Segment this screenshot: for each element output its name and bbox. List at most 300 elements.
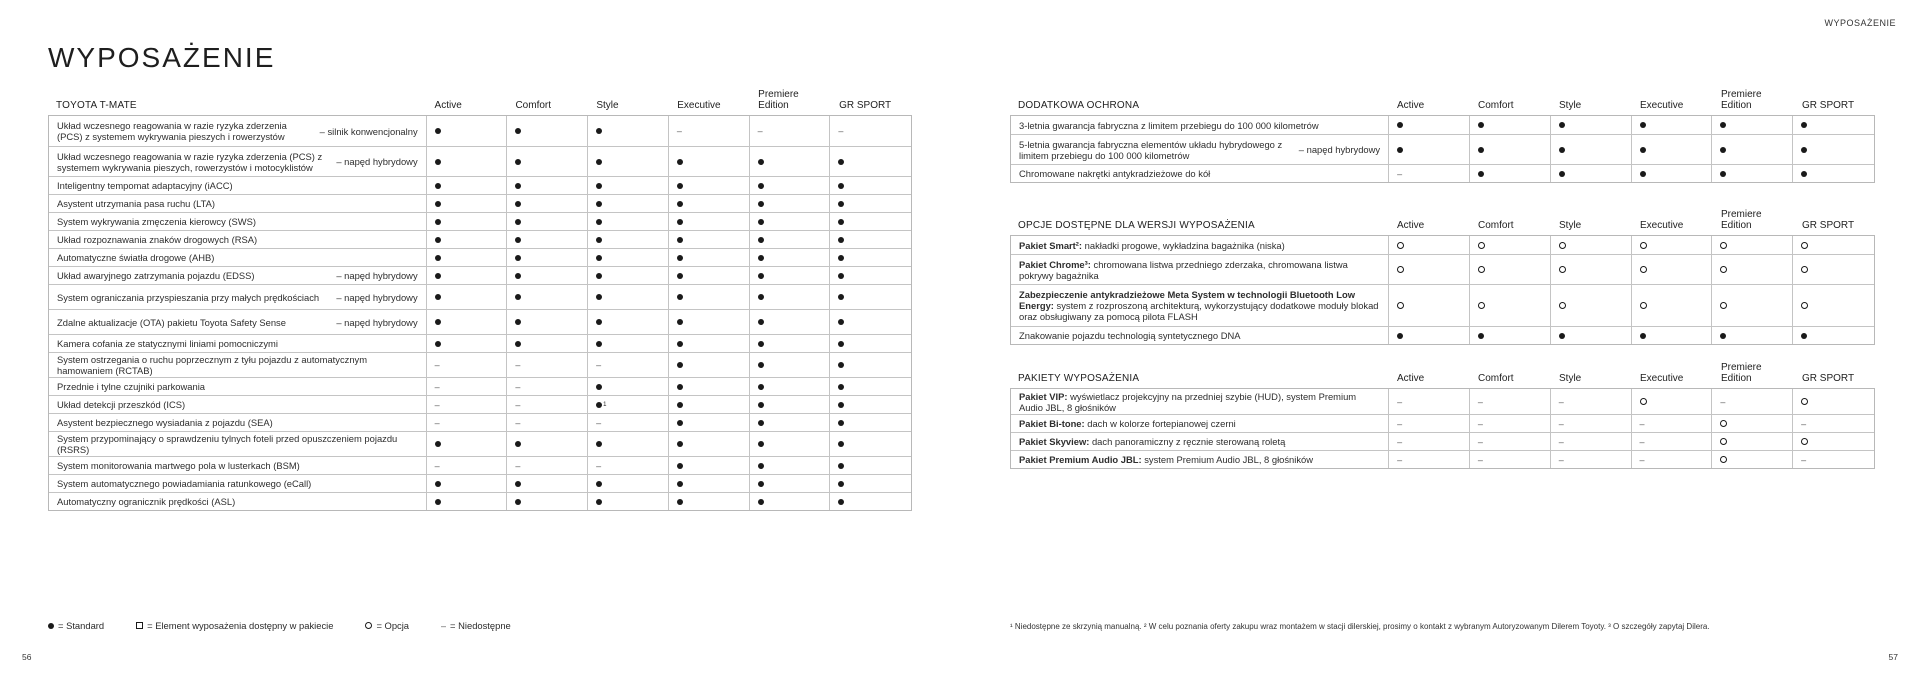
row-label-cell bbox=[49, 378, 427, 395]
column-header: Comfort bbox=[1478, 220, 1514, 231]
equipment-table-safety bbox=[48, 88, 912, 511]
option-circle-icon bbox=[1559, 302, 1566, 309]
unavailable-dash-icon: – bbox=[515, 417, 521, 428]
row-label bbox=[1019, 259, 1380, 281]
value-cell bbox=[1793, 327, 1874, 344]
value-cell bbox=[427, 231, 508, 248]
unavailable-dash-icon: – bbox=[434, 399, 440, 410]
standard-dot-icon bbox=[677, 402, 683, 408]
standard-dot-icon bbox=[758, 255, 764, 261]
value-cell bbox=[1793, 116, 1874, 134]
standard-dot-icon bbox=[435, 294, 441, 300]
table-row bbox=[1011, 432, 1874, 450]
table-row bbox=[49, 284, 911, 309]
row-label-cell bbox=[49, 432, 427, 456]
value-cell bbox=[588, 457, 669, 474]
row-label bbox=[1019, 330, 1380, 341]
standard-dot-icon bbox=[838, 319, 844, 325]
value-cell bbox=[1632, 165, 1713, 182]
value-cell bbox=[1793, 285, 1874, 326]
value-cell bbox=[669, 310, 750, 334]
unavailable-dash-icon: – bbox=[515, 360, 521, 370]
row-label bbox=[57, 180, 418, 191]
standard-dot-icon bbox=[596, 237, 602, 243]
standard-dot-icon bbox=[435, 273, 441, 279]
row-label-cell bbox=[1011, 236, 1389, 254]
row-label-text: system Premium Audio JBL, 8 głośników bbox=[1141, 454, 1314, 465]
unavailable-dash-icon: – bbox=[1477, 418, 1483, 429]
standard-dot-icon bbox=[596, 183, 602, 189]
value-cell bbox=[830, 285, 911, 309]
row-label-text: dach w kolorze fortepianowej czerni bbox=[1084, 418, 1236, 429]
value-cell bbox=[1551, 327, 1632, 344]
row-label-text: Kamera cofania ze statycznymi liniami pomocniczymi bbox=[57, 338, 278, 349]
value-cell bbox=[669, 177, 750, 194]
table-row bbox=[49, 413, 911, 431]
row-label bbox=[57, 381, 418, 392]
row-label-bold: Pakiet Chrome³: bbox=[1019, 258, 1091, 270]
value-cell bbox=[1389, 255, 1470, 284]
legend bbox=[48, 620, 511, 631]
table-row bbox=[49, 474, 911, 492]
standard-dot-icon bbox=[515, 341, 521, 347]
value-cell bbox=[427, 378, 508, 395]
equipment-table-2 bbox=[1010, 361, 1875, 469]
value-cell bbox=[1470, 451, 1551, 468]
option-circle-icon bbox=[1720, 456, 1727, 463]
value-cell bbox=[588, 147, 669, 176]
unavailable-dash-icon: – bbox=[1558, 396, 1564, 407]
standard-dot-icon bbox=[677, 183, 683, 189]
value-cell bbox=[507, 213, 588, 230]
unavailable-dash-icon: – bbox=[515, 460, 521, 471]
value-cell bbox=[588, 231, 669, 248]
unavailable-dash-icon: – bbox=[1558, 436, 1564, 447]
option-circle-icon bbox=[1720, 266, 1727, 273]
value-cell bbox=[669, 213, 750, 230]
row-label-text: Chromowane nakrętki antykradzieżowe do kół bbox=[1019, 168, 1211, 179]
standard-dot-icon bbox=[1559, 147, 1565, 153]
value-cell bbox=[588, 353, 669, 377]
value-cell bbox=[750, 249, 831, 266]
unavailable-dash-icon: – bbox=[1477, 396, 1483, 407]
table-row bbox=[1011, 284, 1874, 326]
value-cell bbox=[1793, 389, 1874, 414]
table-row bbox=[49, 248, 911, 266]
table-row bbox=[1011, 389, 1874, 414]
unavailable-dash-icon: – bbox=[515, 399, 521, 410]
table-row bbox=[49, 266, 911, 284]
value-cell bbox=[427, 147, 508, 176]
value-cell bbox=[1712, 165, 1793, 182]
value-cell bbox=[507, 493, 588, 510]
unavailable-dash-icon: – bbox=[1639, 418, 1645, 429]
standard-dot-icon bbox=[838, 402, 844, 408]
value-cell bbox=[507, 249, 588, 266]
standard-dot-icon bbox=[515, 481, 521, 487]
option-circle-icon bbox=[1397, 302, 1404, 309]
row-label-bold: Pakiet Premium Audio JBL: bbox=[1019, 454, 1142, 465]
value-cell bbox=[588, 213, 669, 230]
standard-dot-icon bbox=[435, 341, 441, 347]
table-row bbox=[49, 116, 911, 146]
standard-dot-icon bbox=[1397, 333, 1403, 339]
value-cell bbox=[507, 414, 588, 431]
row-label-bold: Pakiet Skyview: bbox=[1019, 436, 1090, 447]
standard-dot-icon bbox=[838, 420, 844, 426]
table-row bbox=[49, 230, 911, 248]
table-row bbox=[1011, 326, 1874, 344]
standard-dot-icon bbox=[435, 255, 441, 261]
row-label-text: System monitorowania martwego pola w lusterkach (BSM) bbox=[57, 460, 300, 471]
column-header: Style bbox=[1559, 373, 1582, 384]
row-label bbox=[57, 433, 418, 455]
standard-dot-icon bbox=[838, 441, 844, 447]
row-label-cell bbox=[1011, 135, 1389, 164]
standard-dot-icon bbox=[1478, 171, 1484, 177]
standard-dot-icon bbox=[758, 237, 764, 243]
value-cell bbox=[750, 353, 831, 377]
row-label bbox=[57, 399, 418, 410]
value-cell bbox=[669, 116, 750, 146]
standard-dot-icon bbox=[1801, 122, 1807, 128]
table-row bbox=[49, 146, 911, 176]
value-cell bbox=[1389, 165, 1470, 182]
standard-dot-icon bbox=[677, 273, 683, 279]
value-cell bbox=[427, 432, 508, 456]
standard-dot-icon bbox=[838, 481, 844, 487]
value-cell bbox=[1712, 433, 1793, 450]
standard-dot-icon bbox=[515, 441, 521, 447]
row-label-cell bbox=[49, 414, 427, 431]
value-cell bbox=[1470, 236, 1551, 254]
row-label-text: 5-letnia gwarancja fabryczna elementów układu hybrydowego z limitem przebiegu do 100 000 kilometrów bbox=[1019, 138, 1283, 161]
column-header: Active bbox=[1397, 100, 1425, 111]
value-cell bbox=[1470, 389, 1551, 414]
standard-dot-icon bbox=[1640, 122, 1646, 128]
standard-dot-icon bbox=[677, 237, 683, 243]
column-header: Active bbox=[1397, 373, 1425, 384]
row-label-text: Asystent bezpiecznego wysiadania z pojazdu (SEA) bbox=[57, 417, 273, 428]
value-cell bbox=[1632, 451, 1713, 468]
legend-option bbox=[365, 620, 409, 631]
row-label-text: 3-letnia gwarancja fabryczna z limitem przebiegu do 100 000 kilometrów bbox=[1019, 119, 1319, 131]
table-row bbox=[1011, 236, 1874, 254]
standard-dot-icon bbox=[1559, 122, 1565, 128]
standard-dot-icon bbox=[1478, 122, 1484, 128]
option-circle-icon bbox=[1478, 266, 1485, 273]
standard-dot-icon bbox=[596, 255, 602, 261]
value-cell bbox=[1470, 415, 1551, 432]
value-cell bbox=[1389, 451, 1470, 468]
standard-dot-icon bbox=[1478, 333, 1484, 339]
equipment-table-0 bbox=[1010, 88, 1875, 183]
standard-dot-icon bbox=[435, 219, 441, 225]
column-header: Premiere Edition bbox=[1721, 362, 1762, 384]
value-cell bbox=[669, 285, 750, 309]
value-cell bbox=[1389, 415, 1470, 432]
value-cell bbox=[750, 432, 831, 456]
row-label bbox=[1019, 418, 1380, 429]
value-cell bbox=[830, 378, 911, 395]
section-label: WYPOSAŻENIE bbox=[1824, 18, 1896, 28]
column-header: GR SPORT bbox=[839, 100, 892, 111]
value-cell bbox=[427, 116, 508, 146]
standard-dot-icon bbox=[838, 463, 844, 469]
value-cell bbox=[588, 116, 669, 146]
table-row bbox=[1011, 116, 1874, 134]
option-circle-icon bbox=[1640, 302, 1647, 309]
standard-dot-icon bbox=[758, 402, 764, 408]
equipment-table-1 bbox=[1010, 208, 1875, 345]
standard-dot-icon bbox=[435, 201, 441, 207]
row-label bbox=[57, 252, 418, 263]
row-label bbox=[57, 460, 418, 471]
value-cell bbox=[1389, 285, 1470, 326]
standard-dot-icon bbox=[838, 159, 844, 165]
value-cell bbox=[507, 231, 588, 248]
row-label-cell bbox=[1011, 389, 1389, 414]
option-circle-icon bbox=[1720, 302, 1727, 309]
standard-dot-icon bbox=[838, 219, 844, 225]
value-cell bbox=[750, 310, 831, 334]
value-cell bbox=[1551, 165, 1632, 182]
option-circle-icon bbox=[1801, 398, 1808, 405]
value-cell bbox=[1793, 255, 1874, 284]
value-cell bbox=[507, 285, 588, 309]
value-cell bbox=[830, 310, 911, 334]
row-label-cell bbox=[49, 195, 427, 212]
option-circle-icon bbox=[1801, 242, 1808, 249]
table-row bbox=[49, 492, 911, 510]
standard-dot-icon bbox=[596, 159, 602, 165]
row-label-cell bbox=[49, 213, 427, 230]
table-row bbox=[1011, 450, 1874, 468]
standard-dot-icon bbox=[838, 201, 844, 207]
value-cell bbox=[1632, 236, 1713, 254]
value-cell bbox=[1712, 135, 1793, 164]
value-cell bbox=[1470, 327, 1551, 344]
value-cell bbox=[669, 475, 750, 492]
table-header bbox=[1010, 361, 1875, 388]
value-cell bbox=[1632, 389, 1713, 414]
table-row bbox=[1011, 134, 1874, 164]
value-cell bbox=[1632, 135, 1713, 164]
value-cell bbox=[1632, 327, 1713, 344]
column-header: Executive bbox=[1640, 373, 1684, 384]
row-label bbox=[1019, 168, 1380, 179]
standard-dot-icon bbox=[596, 402, 602, 408]
value-cell bbox=[427, 310, 508, 334]
unavailable-dash-icon: – bbox=[1397, 454, 1403, 465]
row-note: – napęd hybrydowy bbox=[336, 156, 418, 167]
value-cell bbox=[507, 396, 588, 413]
value-cell bbox=[1712, 285, 1793, 326]
value-cell bbox=[750, 475, 831, 492]
value-cell bbox=[669, 493, 750, 510]
standard-dot-icon bbox=[596, 499, 602, 505]
table-row bbox=[49, 352, 911, 377]
standard-dot-icon bbox=[48, 623, 54, 629]
row-label bbox=[57, 292, 330, 303]
value-cell bbox=[588, 177, 669, 194]
row-label-text: Układ wczesnego reagowania w razie ryzyka zderzenia (PCS) z systemem wykrywania pieszych, rowerzystów i motocyklistów bbox=[57, 150, 323, 173]
value-cell bbox=[830, 396, 911, 413]
row-label-text: System przypominający o sprawdzeniu tylnych foteli przed opuszczeniem pojazdu (RSRS) bbox=[57, 433, 398, 455]
value-cell bbox=[750, 195, 831, 212]
standard-dot-icon bbox=[677, 384, 683, 390]
unavailable-dash-icon: – bbox=[757, 126, 763, 136]
value-cell bbox=[830, 267, 911, 284]
row-label-text: wyświetlacz projekcyjny na przedniej szybie (HUD), system Premium Audio JBL, 8 głośników bbox=[1019, 390, 1357, 413]
unavailable-dash-icon: – bbox=[441, 620, 447, 631]
legend-package-label: = Element wyposażenia dostępny w pakiecie bbox=[147, 620, 334, 631]
row-note: – napęd hybrydowy bbox=[1298, 144, 1381, 155]
value-cell bbox=[427, 396, 508, 413]
row-label bbox=[57, 354, 418, 376]
unavailable-dash-icon: – bbox=[515, 381, 521, 392]
value-cell bbox=[1632, 116, 1713, 134]
row-label-cell bbox=[49, 116, 427, 146]
unavailable-dash-icon: – bbox=[1397, 418, 1403, 429]
unavailable-dash-icon: – bbox=[1477, 454, 1483, 465]
standard-dot-icon bbox=[758, 219, 764, 225]
standard-dot-icon bbox=[758, 201, 764, 207]
column-header: Comfort bbox=[515, 100, 552, 111]
row-label bbox=[1019, 391, 1380, 413]
standard-dot-icon bbox=[677, 294, 683, 300]
row-label bbox=[1019, 139, 1293, 161]
unavailable-dash-icon: – bbox=[596, 460, 602, 471]
standard-dot-icon bbox=[677, 362, 683, 368]
standard-dot-icon bbox=[838, 255, 844, 261]
standard-dot-icon bbox=[435, 481, 441, 487]
standard-dot-icon bbox=[515, 201, 521, 207]
value-cell bbox=[1712, 451, 1793, 468]
row-label bbox=[57, 496, 418, 507]
standard-dot-icon bbox=[515, 273, 521, 279]
standard-dot-icon bbox=[1720, 122, 1726, 128]
value-cell bbox=[507, 116, 588, 146]
value-cell bbox=[507, 147, 588, 176]
table-row bbox=[49, 176, 911, 194]
value-cell bbox=[507, 177, 588, 194]
row-label-cell bbox=[49, 396, 427, 413]
value-cell bbox=[427, 353, 508, 377]
column-header: GR SPORT bbox=[1802, 100, 1855, 111]
footnote: ¹ Niedostępne ze skrzynią manualną. ² W celu poznania oferty zakupu wraz montażem w stacji dilerskiej, prosimy o kontakt z wybranym Autoryzowanym Dilerem Toyoty. ³ O szczegóły zapytaj Dilera. bbox=[1010, 622, 1710, 631]
table-body bbox=[48, 115, 912, 511]
unavailable-dash-icon: – bbox=[434, 360, 440, 370]
row-note: – silnik konwencjonalny bbox=[319, 125, 418, 137]
value-cell bbox=[1470, 135, 1551, 164]
value-cell bbox=[1793, 135, 1874, 164]
standard-dot-icon bbox=[515, 255, 521, 261]
standard-dot-icon bbox=[838, 341, 844, 347]
row-label bbox=[57, 234, 418, 245]
value-cell bbox=[1632, 433, 1713, 450]
standard-dot-icon bbox=[515, 294, 521, 300]
value-cell bbox=[507, 335, 588, 352]
standard-dot-icon bbox=[1720, 171, 1726, 177]
column-header: Executive bbox=[1640, 220, 1684, 231]
value-cell bbox=[830, 116, 911, 146]
table-header bbox=[1010, 88, 1875, 115]
standard-dot-icon bbox=[677, 463, 683, 469]
row-label-cell bbox=[1011, 255, 1389, 284]
table-row bbox=[1011, 164, 1874, 182]
value-cell bbox=[750, 378, 831, 395]
value-cell bbox=[1551, 116, 1632, 134]
row-label-text: System wykrywania zmęczenia kierowcy (SWS) bbox=[57, 216, 256, 227]
value-cell bbox=[830, 231, 911, 248]
value-cell bbox=[1389, 433, 1470, 450]
value-cell bbox=[1632, 255, 1713, 284]
column-header: Style bbox=[596, 100, 619, 111]
legend-standard bbox=[48, 620, 104, 631]
row-note: – napęd hybrydowy bbox=[336, 316, 418, 328]
value-cell bbox=[507, 432, 588, 456]
row-label bbox=[57, 338, 418, 349]
value-cell bbox=[750, 285, 831, 309]
row-label-cell bbox=[49, 147, 427, 176]
row-label-text: Znakowanie pojazdu technologią syntetycznego DNA bbox=[1019, 330, 1241, 341]
value-cell bbox=[750, 147, 831, 176]
unavailable-dash-icon: – bbox=[1639, 454, 1645, 465]
legend-standard-label: = Standard bbox=[58, 620, 105, 631]
value-cell bbox=[669, 195, 750, 212]
table-row bbox=[49, 309, 911, 334]
value-cell bbox=[830, 475, 911, 492]
row-label-text: dach panoramiczny z ręcznie sterowaną roletą bbox=[1089, 436, 1286, 447]
standard-dot-icon bbox=[596, 319, 602, 325]
value-cell bbox=[427, 414, 508, 431]
option-circle-icon bbox=[1640, 266, 1647, 273]
row-note: – napęd hybrydowy bbox=[336, 270, 418, 281]
value-cell bbox=[1793, 415, 1874, 432]
value-cell bbox=[669, 147, 750, 176]
row-label-cell bbox=[49, 285, 427, 309]
row-label-text: System automatycznego powiadamiania ratunkowego (eCall) bbox=[57, 478, 312, 489]
row-label-text: Układ detekcji przeszkód (ICS) bbox=[57, 399, 186, 410]
unavailable-dash-icon: – bbox=[838, 126, 844, 136]
value-cell bbox=[750, 335, 831, 352]
table-row bbox=[49, 456, 911, 474]
standard-dot-icon bbox=[758, 294, 764, 300]
row-label bbox=[1019, 454, 1380, 465]
row-label-cell bbox=[49, 177, 427, 194]
row-label-text: Asystent utrzymania pasa ruchu (LTA) bbox=[57, 198, 216, 209]
standard-dot-icon bbox=[1559, 333, 1565, 339]
option-circle-icon bbox=[1801, 266, 1808, 273]
standard-dot-icon bbox=[515, 237, 521, 243]
standard-dot-icon bbox=[1397, 147, 1403, 153]
row-label-cell bbox=[1011, 165, 1389, 182]
value-cell bbox=[427, 493, 508, 510]
value-cell bbox=[588, 195, 669, 212]
row-label-text: System ostrzegania o ruchu poprzecznym z tyłu pojazdu z automatycznym hamowaniem (RCTAB) bbox=[57, 354, 368, 376]
standard-dot-icon bbox=[1640, 147, 1646, 153]
value-cell bbox=[830, 432, 911, 456]
row-label-text: nakładki progowe, wykładzina bagażnika (niska) bbox=[1082, 239, 1285, 251]
unavailable-dash-icon: – bbox=[434, 381, 440, 392]
table-row bbox=[49, 395, 911, 413]
standard-dot-icon bbox=[435, 128, 441, 134]
unavailable-dash-icon: – bbox=[596, 417, 602, 428]
value-cell bbox=[830, 493, 911, 510]
option-circle-icon bbox=[1720, 438, 1727, 445]
table-title: TOYOTA T-MATE bbox=[56, 100, 137, 111]
